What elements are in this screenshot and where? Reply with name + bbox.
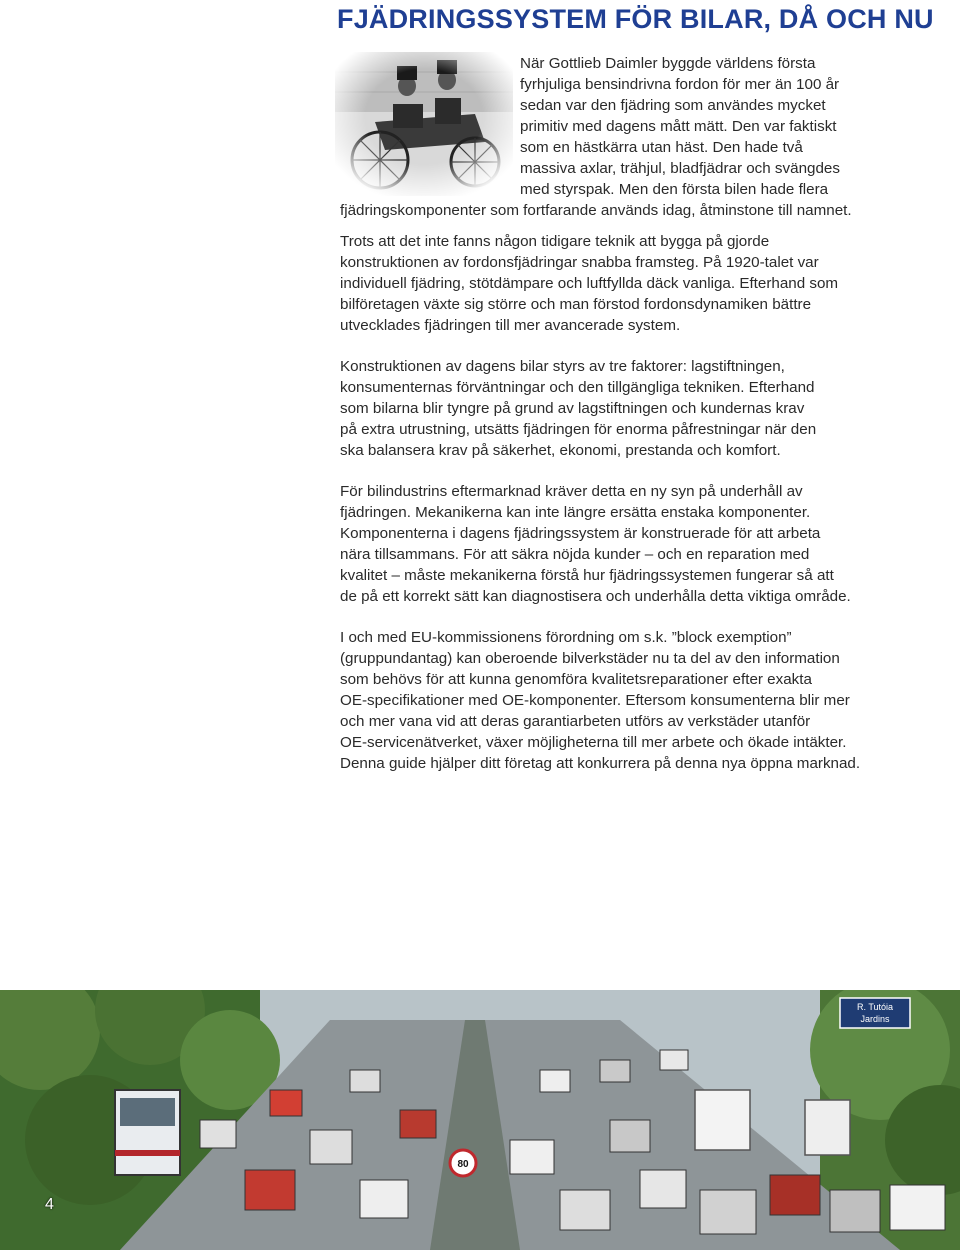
- paragraph-line: Konstruktionen av dagens bilar styrs av tre faktorer: lagstiftningen,: [340, 358, 785, 375]
- paragraph-line: de på ett korrekt sätt kan diagnostisera och underhålla detta viktiga område.: [340, 588, 851, 605]
- paragraph-line: fjädringen. Mekanikerna kan inte längre ersätta enstaka komponenter.: [340, 504, 811, 521]
- street-sign-line: R. Tutóia: [856, 1002, 894, 1012]
- intro-line: När Gottlieb Daimler byggde världens första: [520, 55, 816, 72]
- intro-line: sedan var den fjädring som användes mycket: [520, 97, 826, 114]
- paragraph-line: Trots att det inte fanns någon tidigare teknik att bygga på gjorde: [340, 233, 770, 250]
- paragraph-line: som behövs för att kunna genomföra kvalitetsreparationer efter exakta: [340, 671, 812, 688]
- street-sign-line: Jardins: [860, 1014, 890, 1024]
- paragraph: [340, 356, 900, 461]
- paragraph-line: som bilarna blir tyngre på grund av lagstiftningen och kundernas krav: [340, 400, 805, 417]
- paragraph-line: nära tillsammans. För att säkra nöjda kunder – och en reparation med: [340, 546, 810, 563]
- paragraph-line: kvalitet – måste mekanikerna förstå hur fjädringssystemen fungerar så att: [340, 567, 834, 584]
- page-number: 4: [45, 1196, 54, 1213]
- paragraph: [340, 231, 900, 336]
- paragraph-line: OE-servicenätverket, växer möjligheterna till mer arbete och ökade intäkter.: [340, 734, 847, 751]
- intro-line: primitiv med dagens mått mätt. Den var faktiskt: [520, 118, 837, 135]
- traffic-photo: [0, 990, 960, 1250]
- paragraph-line: bilföretagen växte sig större och man förstod fordonsdynamiken bättre: [340, 296, 812, 313]
- paragraph-line: och mer vana vid att deras garantiarbeten utförs av verkstäder utanför: [340, 713, 811, 730]
- paragraph: [340, 481, 900, 607]
- paragraph-line: utvecklades fjädringen till mer avancerade system.: [340, 317, 681, 334]
- paragraph-line: konsumenternas förväntningar och den tillgängliga tekniken. Efterhand: [340, 379, 815, 396]
- body-text: [340, 231, 900, 794]
- paragraph-line: individuell fjädring, stötdämpare och luftfyllda däck vanliga. Efterhand som: [340, 275, 839, 292]
- paragraph-line: OE-specifikationer med OE-komponenter. Eftersom konsumenterna blir mer: [340, 692, 850, 709]
- paragraph-line: ska balansera krav på säkerhet, ekonomi, prestanda och komfort.: [340, 442, 781, 459]
- paragraph-line: För bilindustrins eftermarknad kräver detta en ny syn på underhåll av: [340, 483, 803, 500]
- page-title: FJÄDRINGSSYSTEM FÖR BILAR, DÅ OCH NU: [337, 4, 934, 34]
- paragraph-line: konstruktionen av fordonsfjädringar snabba framsteg. På 1920-talet var: [340, 254, 819, 271]
- paragraph: [340, 627, 900, 774]
- paragraph-line: I och med EU-kommissionens förordning om s.k. ”block exemption”: [340, 629, 792, 646]
- paragraph-line: (gruppundantag) kan oberoende bilverkstäder nu ta del av den information: [340, 650, 840, 667]
- intro-line: fjädringskomponenter som fortfarande används idag, åtminstone till namnet.: [340, 202, 852, 219]
- paragraph-line: Denna guide hjälper ditt företag att konkurrera på denna nya öppna marknad.: [340, 755, 861, 772]
- intro-line: med styrspak. Men den första bilen hade flera: [520, 181, 829, 198]
- intro-line: som en hästkärra utan häst. Den hade två: [520, 139, 803, 156]
- intro-text: [340, 53, 900, 221]
- paragraph-line: på extra utrustning, utsätts fjädringen för enorma påfrestningar när den: [340, 421, 817, 438]
- intro-line: massiva axlar, trähjul, bladfjädrar och svängdes: [520, 160, 840, 177]
- speed-limit-value: 80: [457, 1159, 469, 1170]
- intro-line: fyrhjuliga bensindrivna fordon för mer än 100 år: [520, 76, 840, 93]
- paragraph-line: Komponenterna i dagens fjädringssystem är konstruerade för att arbeta: [340, 525, 821, 542]
